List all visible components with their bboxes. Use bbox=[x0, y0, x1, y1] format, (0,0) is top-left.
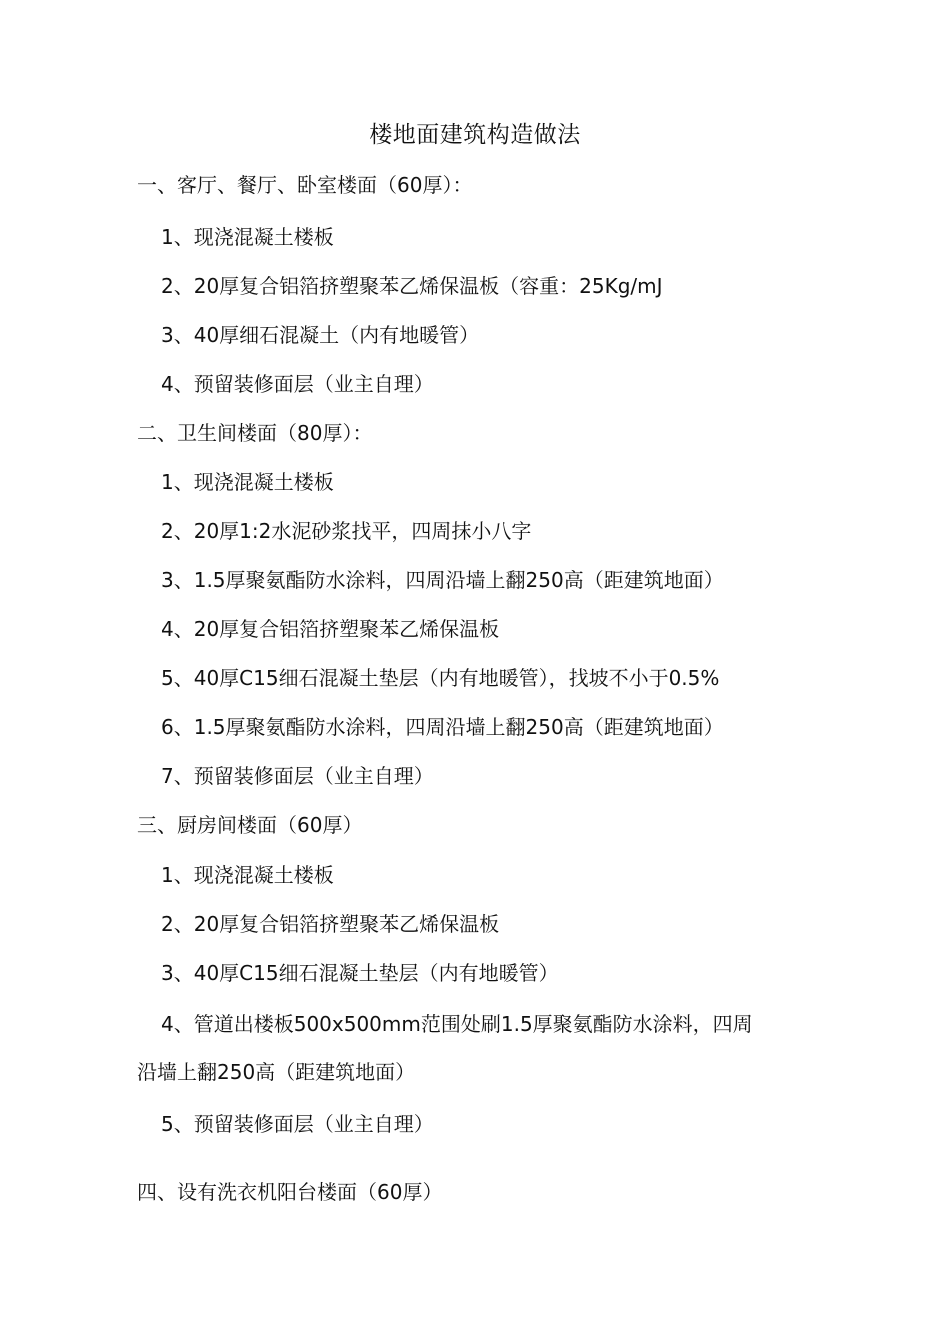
list-item: 4、20厚复合铝箔挤塑聚苯乙烯保温板 bbox=[161, 617, 500, 641]
list-item: 1、现浇混凝土楼板 bbox=[161, 470, 334, 494]
document-title: 楼地面建筑构造做法 bbox=[369, 122, 581, 148]
list-item: 2、20厚1:2水泥砂浆找平，四周抹小八字 bbox=[161, 519, 532, 543]
list-item: 2、20厚复合铝箔挤塑聚苯乙烯保温板（容重：25Kg/mJ bbox=[161, 274, 663, 298]
list-item: 3、1.5厚聚氨酯防水涂料，四周沿墙上翻250高（距建筑地面） bbox=[161, 568, 724, 592]
list-item: 1、现浇混凝土楼板 bbox=[161, 225, 334, 249]
list-item: 2、20厚复合铝箔挤塑聚苯乙烯保温板 bbox=[161, 912, 500, 936]
list-item: 4、管道出楼板500x500mm范围处刷1.5厚聚氨酯防水涂料，四周 bbox=[161, 1012, 753, 1036]
list-item-continuation: 沿墙上翻250高（距建筑地面） bbox=[137, 1060, 416, 1084]
list-item: 3、40厚C15细石混凝土垫层（内有地暖管） bbox=[161, 961, 559, 985]
list-item: 5、预留装修面层（业主自理） bbox=[161, 1112, 434, 1136]
list-item: 3、40厚细石混凝土（内有地暖管） bbox=[161, 323, 480, 347]
section-heading: 二、卫生间楼面（80厚）： bbox=[137, 421, 373, 445]
section-heading: 一、客厅、餐厅、卧室楼面（60厚）： bbox=[137, 173, 473, 197]
section-heading: 三、厨房间楼面（60厚） bbox=[137, 813, 363, 837]
list-item: 7、预留装修面层（业主自理） bbox=[161, 764, 434, 788]
list-item: 4、预留装修面层（业主自理） bbox=[161, 372, 434, 396]
list-item: 5、40厚C15细石混凝土垫层（内有地暖管），找坡不小于0.5% bbox=[161, 666, 720, 690]
section-heading: 四、设有洗衣机阳台楼面（60厚） bbox=[137, 1180, 443, 1204]
list-item: 1、现浇混凝土楼板 bbox=[161, 863, 334, 887]
list-item: 6、1.5厚聚氨酯防水涂料，四周沿墙上翻250高（距建筑地面） bbox=[161, 715, 724, 739]
